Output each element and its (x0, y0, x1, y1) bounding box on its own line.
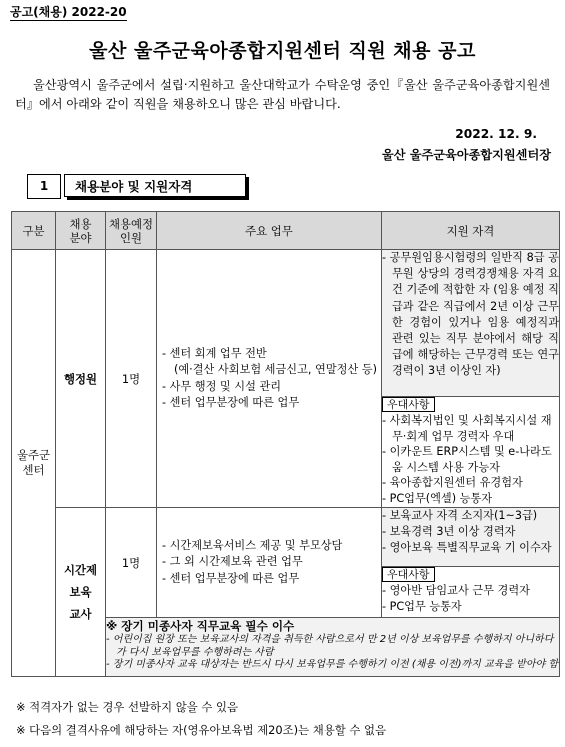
header-qualification: 지원 자격 (382, 212, 560, 250)
preferred-item: - PC업무(엑셀) 능통자 (382, 491, 493, 505)
field-admin: 행정원 (56, 250, 106, 508)
notice-date: 2022. 12. 9. (455, 127, 537, 141)
qual-preferred-admin (382, 397, 560, 508)
qual-required-admin (382, 250, 560, 397)
preferred-item: - 이카운트 ERP시스템 및 e-나라도움 시스템 사용 가능자 (382, 445, 552, 474)
section-title: 채용분야 및 지원자격 (64, 174, 246, 197)
duties-teacher (157, 508, 382, 618)
count-admin: 1명 (106, 250, 157, 508)
table-row-admin-required (12, 250, 560, 397)
required-item: - 보육경력 3년 이상 경력자 (382, 525, 516, 539)
footnote: ※ 다음의 결격사유에 해당하는 자(영유아보육법 제20조)는 채용할 수 없음 (16, 723, 386, 737)
preferred-item: - PC업무 능통자 (382, 599, 462, 613)
table-header-row (12, 212, 560, 250)
duty-item: - 시간제보육서비스 제공 및 부모상담 (162, 538, 343, 552)
duty-item: - 그 외 시간제보육 관련 업무 (162, 555, 303, 569)
footnote: ※ 적격자가 없는 경우 선발하지 않을 수 있음 (16, 700, 238, 714)
page-title: 울산 울주군육아종합지원센터 직원 채용 공고 (89, 40, 476, 62)
preferred-label: 우대사항 (382, 567, 435, 582)
preferred-item: - 사회복지법인 및 사회복지시설 재무‧회계 업무 경력자 우대 (382, 414, 552, 443)
duty-item: - 센터 회계 업무 전반 (162, 346, 267, 360)
header-field: 채용 분야 (56, 212, 106, 250)
division-cell: 울주군 센터 (12, 250, 56, 677)
qual-preferred-teacher (382, 567, 560, 618)
duty-item: (예‧결산 사회보험 세금신고, 연말정산 등) (174, 363, 377, 376)
header-duties: 주요 업무 (157, 212, 382, 250)
training-note-item: - 장기 미종사자 교육 대상자는 반드시 다시 보육업무를 수행하기 이전 (채용 이전)까지 교육을 받아야 함 (106, 659, 558, 670)
duty-item: - 사무 행정 및 시설 관리 (162, 379, 282, 393)
header-count: 채용예정 인원 (106, 212, 157, 250)
preferred-item: - 영아반 담임교사 근무 경력자 (382, 584, 530, 597)
duty-item: - 센터 업무분장에 따른 업무 (162, 571, 300, 585)
required-item: - 보육교사 자격 소지자(1~3급) (382, 509, 538, 522)
header-division: 구분 (12, 212, 56, 250)
recruitment-table (11, 211, 560, 677)
intro-paragraph: 울산광역시 울주군에서 설립‧지원하고 울산대학교가 수탁운영 중인『울산 울주군육아종합지원센터』에서 아래와 같이 직원을 채용하오니 많은 관심 바랍니다. (15, 78, 550, 111)
notice-number: 공고(채용) 2022-20 (10, 5, 127, 19)
duties-admin (157, 250, 382, 508)
preferred-item: - 육아종합지원센터 유경험자 (382, 476, 523, 489)
qual-required-teacher (382, 508, 560, 567)
required-text: - 공무원임용시험령의 일반직 8급 공무원 상당의 경력경쟁채용 자격 요건 기준에 적합한 자 (임용 예정 직급과 같은 직급에서 2년 이상 근무한 경험이 있거나 임용 예정직과 관련 있는 직무 분야에서 해당 직급에 해당하는 근무경력 또는 연구 경력이 3년 이상인 자) (382, 251, 559, 378)
count-teacher: 1명 (106, 508, 157, 618)
required-item: - 영아보육 특별직무교육 기 이수자 (382, 541, 552, 555)
duty-item: - 센터 업무분장에 따른 업무 (162, 396, 300, 409)
training-note-title: ※ 장기 미종사자 직무교육 필수 이수 (106, 619, 295, 633)
section-number: 1 (27, 174, 61, 199)
training-note-item: - 어린이집 원장 또는 보육교사의 자격을 취득한 사람으로서 만 2년 이상 보육업무를 수행하지 아니하다가 다시 보육업무를 수행하려는 사람 (106, 634, 554, 658)
table-row-teacher-required (12, 508, 560, 567)
issuing-organization: 울산 울주군육아종합지원센터장 (381, 148, 551, 162)
preferred-label: 우대사항 (382, 397, 435, 412)
training-note (106, 618, 560, 677)
field-teacher: 시간제 보육 교사 (56, 508, 106, 677)
